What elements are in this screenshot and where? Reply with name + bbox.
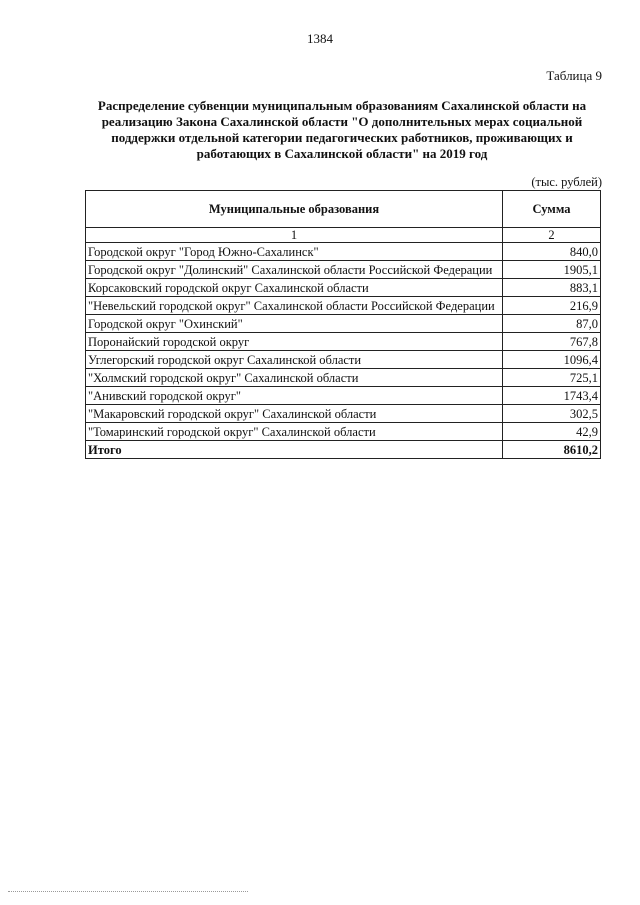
document-title: Распределение субвенции муниципальным образованиям Сахалинской области на реализацию Закона Сахалинской области "О дополнительных мерах социальной поддержки отдельной категории педагогических работников, проживающих и работающих в Сахалинской области" на 2019 год [97,98,587,161]
column-number-row [86,228,601,243]
table-row [86,351,601,369]
amount-value: 302,5 [503,405,601,423]
total-label: Итого [86,441,503,459]
amount-value: 725,1 [503,369,601,387]
municipality-name: "Томаринский городской округ" Сахалинской области [86,423,503,441]
column-number-2: 2 [503,228,601,243]
table-row [86,297,601,315]
table-row [86,423,601,441]
units-label: (тыс. рублей) [531,175,602,189]
table-row [86,405,601,423]
header-amount: Сумма [503,191,601,228]
municipality-name: "Холмский городской округ" Сахалинской области [86,369,503,387]
column-number-1: 1 [86,228,503,243]
municipality-name: Городской округ "Охинский" [86,315,503,333]
amount-value: 1905,1 [503,261,601,279]
municipality-name: Корсаковский городской округ Сахалинской области [86,279,503,297]
amount-value: 883,1 [503,279,601,297]
table-row [86,387,601,405]
table-label: Таблица 9 [546,68,602,83]
municipality-name: "Анивский городской округ" [86,387,503,405]
municipality-name: "Макаровский городской округ" Сахалинской области [86,405,503,423]
amount-value: 1096,4 [503,351,601,369]
header-municipalities: Муниципальные образования [86,191,503,228]
municipality-name: Городской округ "Город Южно-Сахалинск" [86,243,503,261]
total-amount: 8610,2 [503,441,601,459]
amount-value: 87,0 [503,315,601,333]
table-row [86,279,601,297]
amount-value: 1743,4 [503,387,601,405]
table-row [86,315,601,333]
amount-value: 42,9 [503,423,601,441]
municipality-name: Углегорский городской округ Сахалинской области [86,351,503,369]
page-number: 1384 [307,31,333,46]
scan-artifact-line [8,891,248,893]
subvention-table [85,190,601,459]
total-row [86,441,601,459]
municipality-name: Поронайский городской округ [86,333,503,351]
amount-value: 840,0 [503,243,601,261]
table-body [86,228,601,459]
table-row [86,333,601,351]
municipality-name: "Невельский городской округ" Сахалинской области Российской Федерации [86,297,503,315]
amount-value: 216,9 [503,297,601,315]
table-row [86,369,601,387]
table-header-row [86,191,601,228]
municipality-name: Городской округ "Долинский" Сахалинской области Российской Федерации [86,261,503,279]
table-row [86,261,601,279]
table-row [86,243,601,261]
amount-value: 767,8 [503,333,601,351]
